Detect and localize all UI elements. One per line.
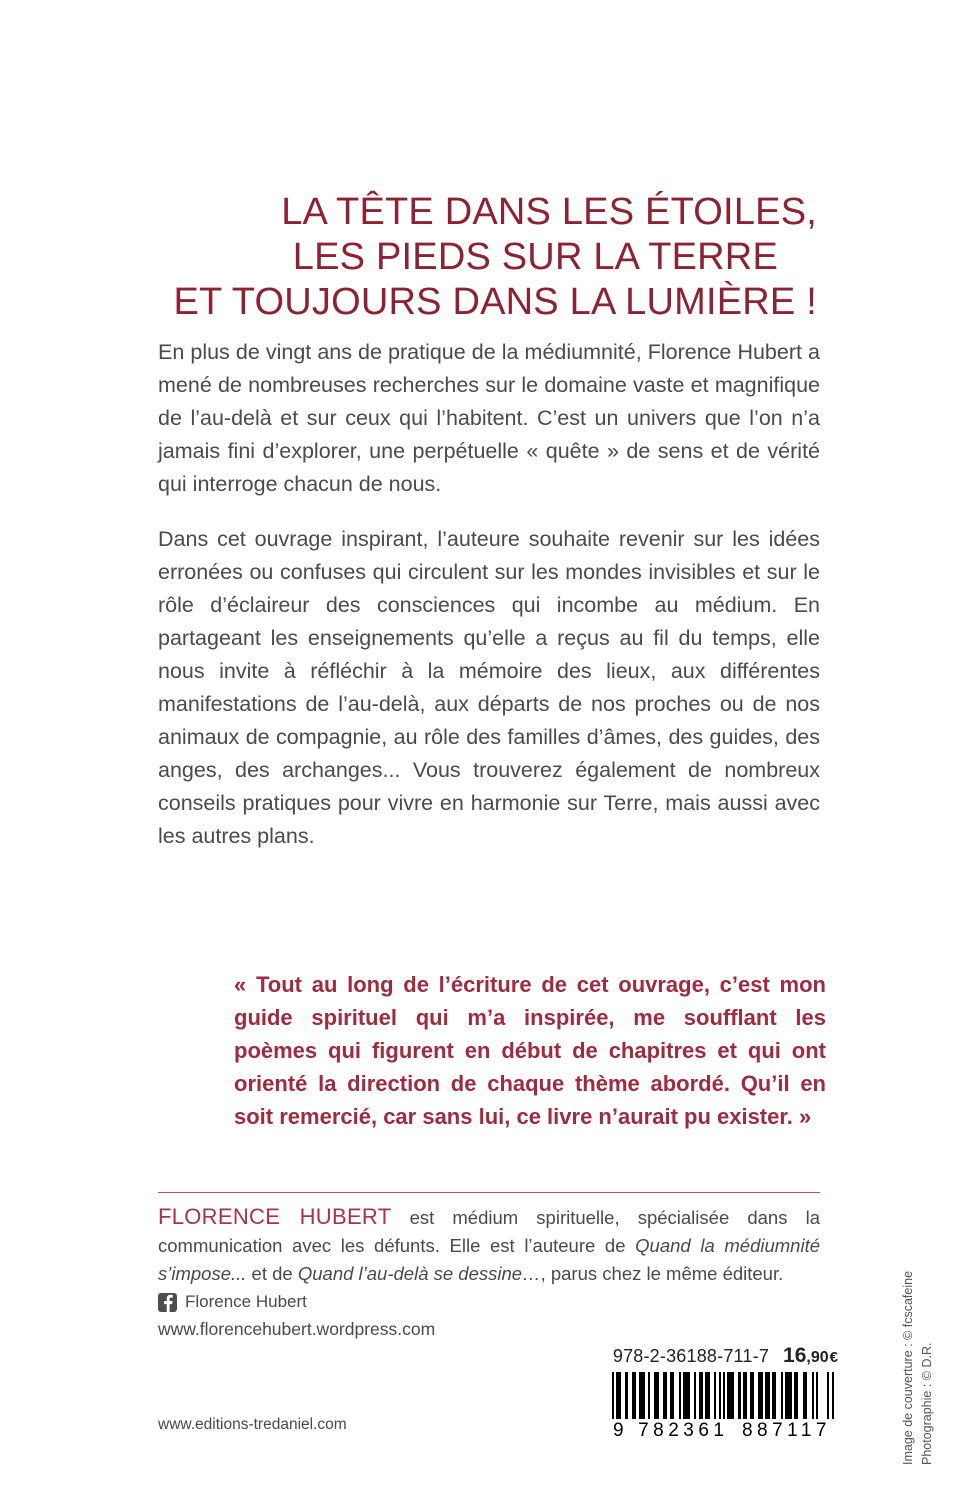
blurb-paragraph-1: En plus de vingt ans de pratique de la médiumnité, Florence Hubert a mené de nombreuses recherches sur le domaine vaste et magnifique de l’au-delà et sur ceux qui l’habitent. C’est un univers que l’on n’a jamais fini d’explorer, une perpétuelle « quête » de sens et de vérité qui interroge chacun de nous. bbox=[158, 340, 820, 496]
author-bio-paragraph bbox=[158, 1203, 820, 1288]
image-credits bbox=[899, 945, 939, 1465]
barcode-right-group: 887117 bbox=[741, 1420, 831, 1441]
title-line-2: LES PIEDS SUR LA TERRE bbox=[292, 236, 778, 279]
facebook-page-name[interactable]: Florence Hubert bbox=[185, 1292, 307, 1311]
bio-text-3: , parus chez le même éditeur. bbox=[540, 1263, 784, 1284]
title-line-3: ET TOUJOURS DANS LA LUMIÈRE ! bbox=[173, 281, 817, 324]
author-quote-text: « Tout au long de l’écriture de cet ouvrage, c’est mon guide spirituel qui m’a inspirée, me soufflant les poèmes qui figurent en début de chapitres et qui ont orienté la direction de chaque thème abordé. Qu’il en soit remercié, car sans lui, ce livre n’aurait pu exister. » bbox=[234, 972, 826, 1129]
page-title bbox=[158, 190, 820, 325]
barcode-digits bbox=[612, 1419, 834, 1442]
author-bio bbox=[158, 1203, 820, 1288]
section-divider bbox=[158, 1192, 820, 1193]
facebook-icon[interactable] bbox=[158, 1293, 177, 1312]
book-title-2: Quand l’au-delà se dessine… bbox=[297, 1263, 541, 1284]
currency-symbol: € bbox=[829, 1349, 838, 1366]
photography-credit: Photographie : © D.R. bbox=[920, 1342, 934, 1465]
blurb-text bbox=[158, 336, 820, 853]
author-quote bbox=[234, 968, 826, 1133]
isbn-number: 978-2-36188-711-7 bbox=[612, 1346, 770, 1366]
price-cents: ,90 bbox=[806, 1349, 829, 1366]
barcode bbox=[612, 1372, 834, 1450]
price bbox=[783, 1344, 838, 1368]
bio-text-1: est médium spirituelle, spécialisée dans la communication avec les défunts. Elle est l’auteure de bbox=[158, 1207, 820, 1256]
barcode-left-group: 782361 bbox=[638, 1420, 729, 1441]
cover-image-credit: Image de couverture : © fcscafeine bbox=[901, 1270, 915, 1465]
publisher-website-link[interactable]: www.editions-tredaniel.com bbox=[158, 1416, 347, 1433]
isbn-price-row bbox=[598, 1344, 838, 1368]
price-main: 16 bbox=[783, 1344, 807, 1367]
book-title-1: Quand la médiumnité s’impose... bbox=[158, 1235, 821, 1284]
facebook-row[interactable] bbox=[158, 1292, 307, 1312]
title-line-1: LA TÊTE DANS LES ÉTOILES, bbox=[281, 191, 817, 234]
bio-text-2: et de bbox=[246, 1263, 298, 1284]
barcode-lead-digit: 9 bbox=[613, 1420, 625, 1441]
blurb-paragraph-2: Dans cet ouvrage inspirant, l’auteure souhaite revenir sur les idées erronées ou confuses qui circulent sur les mondes invisibles et sur le rôle d’éclaireur des consciences qui incombe au médium. En partageant les enseignements qu’elle a reçus au fil du temps, elle nous invite à réfléchir à la mémoire des lieux, aux différentes manifestations de l’au-delà, aux départs de nos proches ou de nos animaux de compagnie, au rôle des familles d’âmes, des guides, des anges, des archanges... Vous trouverez également de nombreux conseils pratiques pour vivre en harmonie sur Terre, mais aussi avec les autres plans. bbox=[158, 527, 820, 848]
author-name: FLORENCE HUBERT bbox=[158, 1204, 392, 1229]
author-website-link[interactable]: www.florencehubert.wordpress.com bbox=[158, 1319, 436, 1339]
